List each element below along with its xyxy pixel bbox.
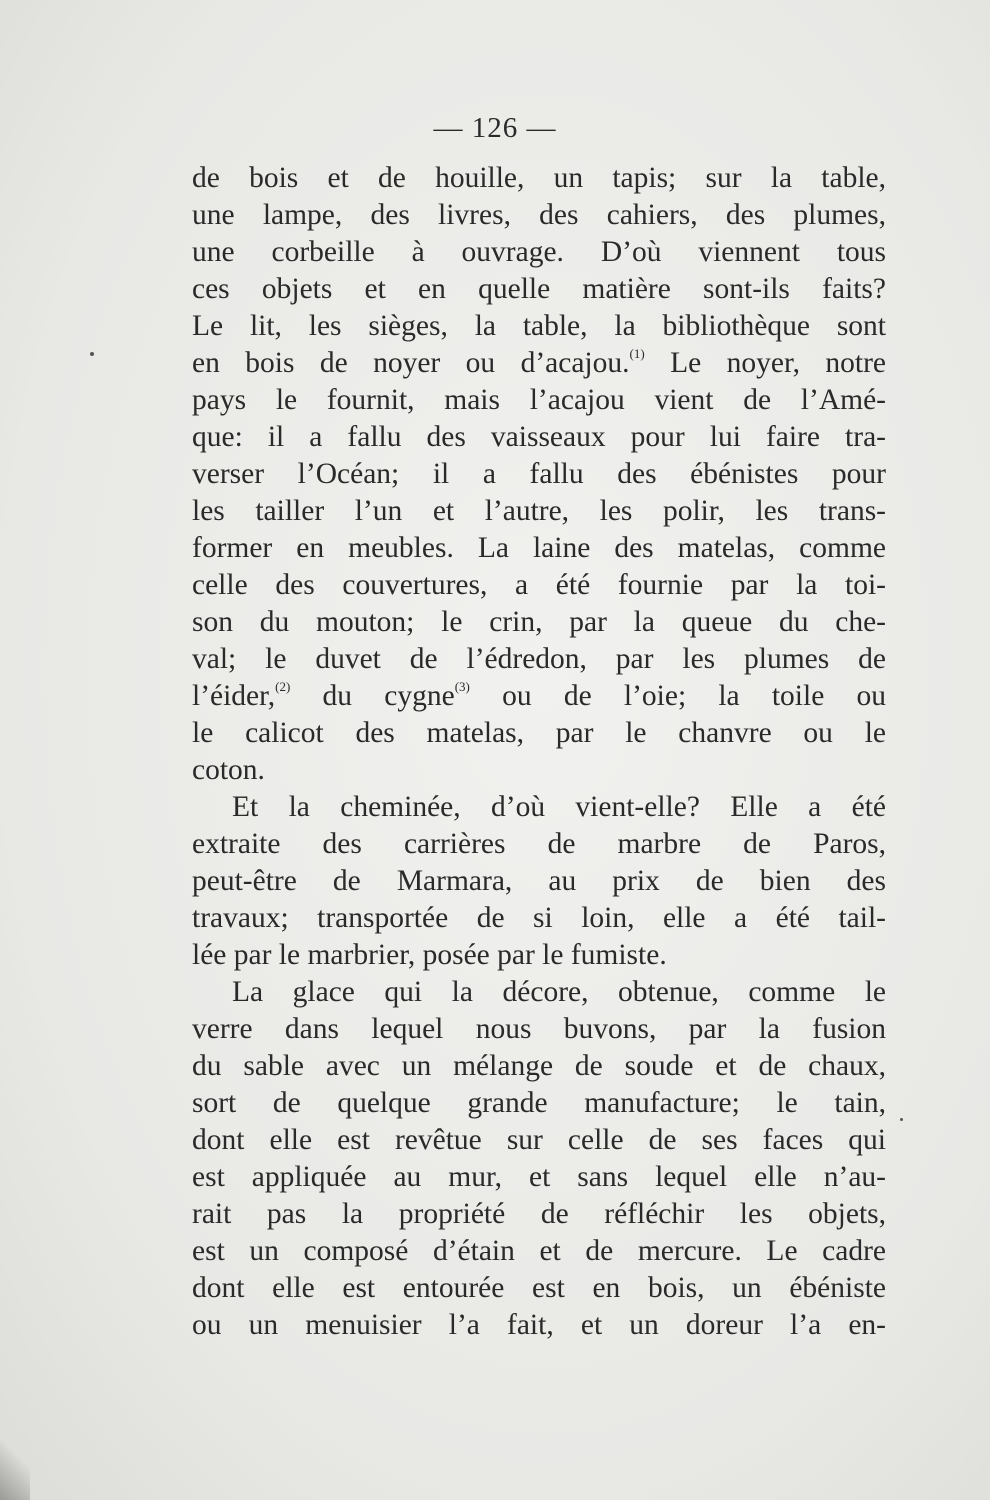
text-line: Et la cheminée, d’où vient-elle? Elle a été <box>232 791 886 823</box>
text-line <box>192 345 886 382</box>
text-line: les tailler l’un et l’autre, les polir, les trans- <box>192 495 886 527</box>
text-line: Le lit, les sièges, la table, la bibliothèque sont <box>192 310 886 342</box>
text-line: travaux; transportée de si loin, elle a été tail- <box>192 902 886 934</box>
text-line: du sable avec un mélange de soude et de chaux, <box>192 1050 886 1082</box>
text-line: une corbeille à ouvrage. D’où viennent tous <box>192 236 886 268</box>
text-line: que: il a fallu des vaisseaux pour lui faire tra- <box>192 421 886 453</box>
text-segment: en bois de noyer ou d’acajou. <box>192 347 630 379</box>
text-line: le calicot des matelas, par le chanvre ou le <box>192 717 886 749</box>
text-line <box>192 678 886 715</box>
footnote-marker: (3) <box>454 679 470 694</box>
paper-speck <box>90 352 94 356</box>
text-line: est un composé d’étain et de mercure. Le cadre <box>192 1235 886 1267</box>
text-line: lée par le marbrier, posée par le fumiste. <box>192 939 667 971</box>
text-line: ces objets et en quelle matière sont-ils faits? <box>192 273 886 305</box>
text-line: sort de quelque grande manufacture; le tain, <box>192 1087 886 1119</box>
text-line: pays le fournit, mais l’acajou vient de l’Amé- <box>192 384 886 416</box>
text-line: une lampe, des livres, des cahiers, des plumes, <box>192 199 886 231</box>
text-line: former en meubles. La laine des matelas, comme <box>192 532 886 564</box>
footnote-marker: (2) <box>275 679 291 694</box>
page-corner-shadow <box>0 1440 30 1500</box>
text-segment: du cygne <box>290 680 455 712</box>
text-line: coton. <box>192 754 265 786</box>
text-line: dont elle est entourée est en bois, un ébéniste <box>192 1272 886 1304</box>
text-segment: ou de l’oie; la toile ou <box>469 680 886 712</box>
text-line: est appliquée au mur, et sans lequel elle n’au- <box>192 1161 886 1193</box>
text-segment: l’éider, <box>192 680 276 712</box>
text-line: verser l’Océan; il a fallu des ébénistes pour <box>192 458 886 490</box>
text-line: extraite des carrières de marbre de Paros, <box>192 828 886 860</box>
page-number: — 126 — <box>433 112 557 144</box>
text-line: celle des couvertures, a été fournie par la toi- <box>192 569 886 601</box>
text-line: val; le duvet de l’édredon, par les plumes de <box>192 643 886 675</box>
text-line: verre dans lequel nous buvons, par la fusion <box>192 1013 886 1045</box>
text-line: rait pas la propriété de réfléchir les objets, <box>192 1198 886 1230</box>
text-line: dont elle est revêtue sur celle de ses faces qui <box>192 1124 886 1156</box>
footnote-marker: (1) <box>629 346 645 361</box>
text-line: son du mouton; le crin, par la queue du che- <box>192 606 886 638</box>
text-line: ou un menuisier l’a fait, et un doreur l’a en- <box>192 1309 886 1341</box>
body-text <box>192 160 886 1344</box>
text-line: peut-être de Marmara, au prix de bien des <box>192 865 886 897</box>
text-segment: Le noyer, notre <box>644 347 886 379</box>
paper-speck <box>900 1118 903 1121</box>
text-line: de bois et de houille, un tapis; sur la table, <box>192 162 886 194</box>
text-line: La glace qui la décore, obtenue, comme le <box>232 976 886 1008</box>
